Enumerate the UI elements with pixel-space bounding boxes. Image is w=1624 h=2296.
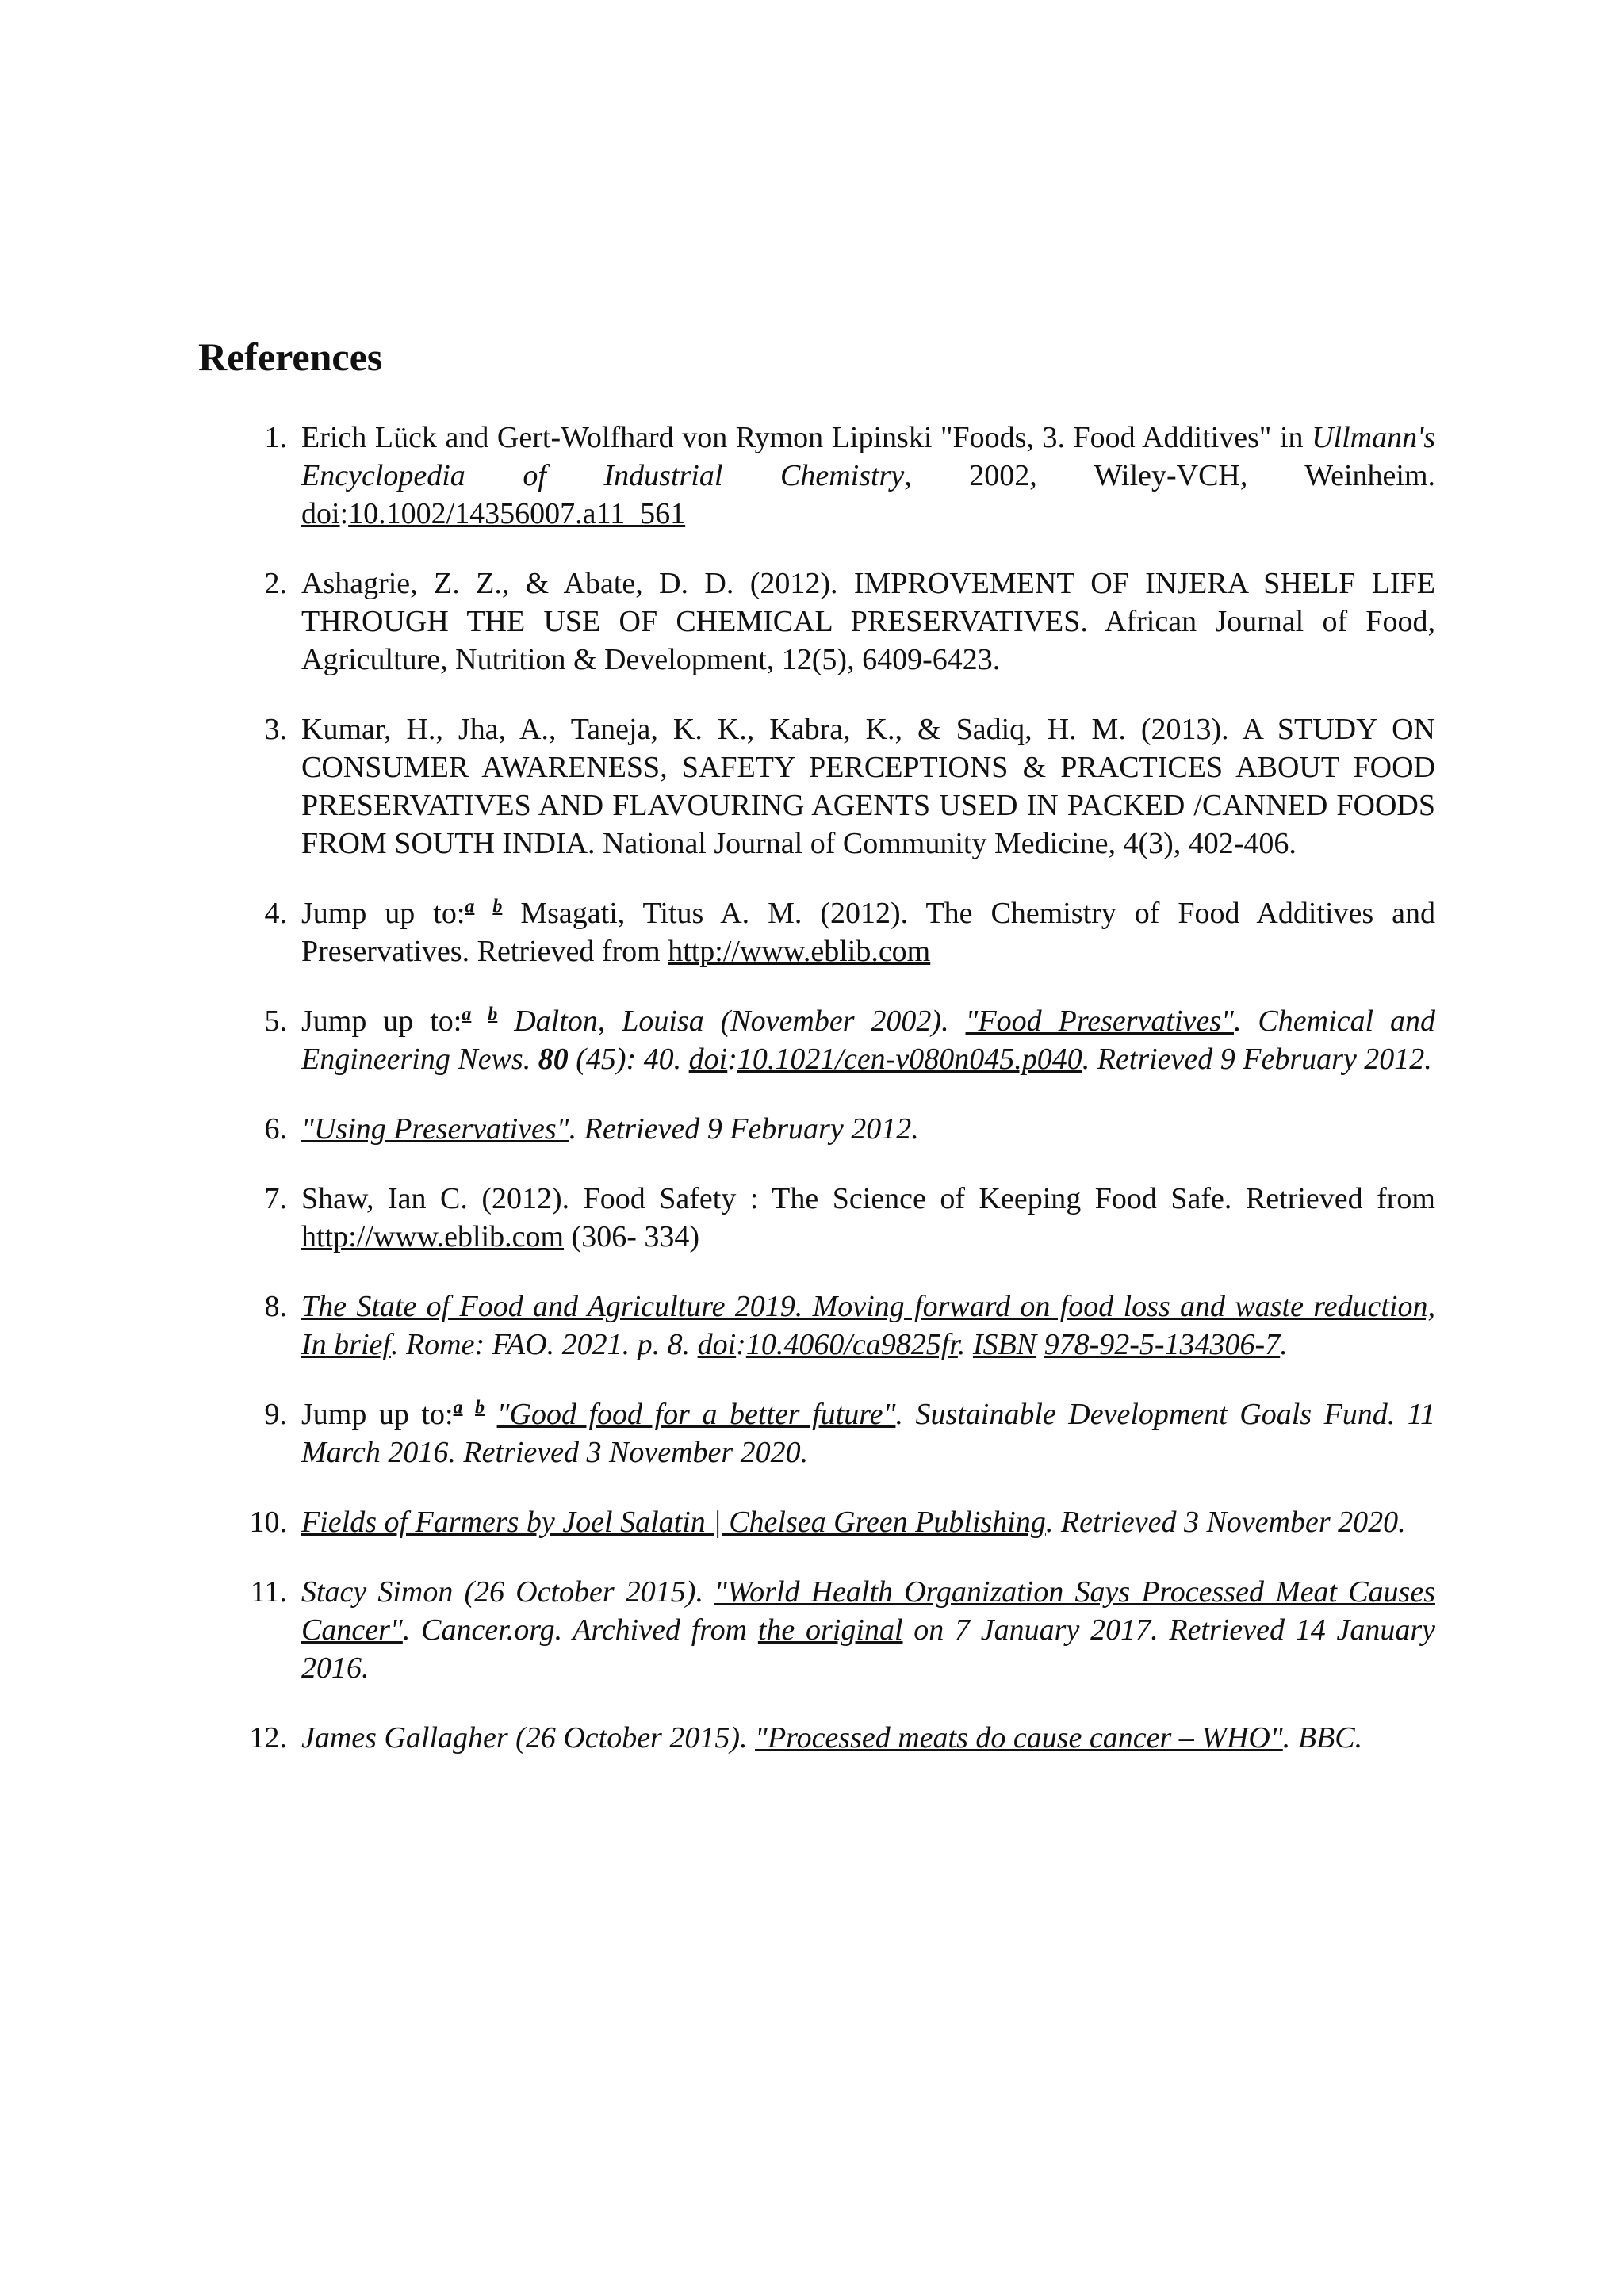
reference-number: 2.: [264, 567, 287, 600]
reference-text: Shaw, Ian C. (2012). Food Safety : The Science of Keeping Food Safe. Retrieved from: [301, 1182, 1435, 1215]
reference-number: 5.: [264, 1004, 287, 1038]
reference-item-12: [198, 1719, 1435, 1757]
reference-text: , 2002, Wiley-VCH, Weinheim.: [904, 459, 1435, 492]
reference-text: Erich Lück and Gert-Wolfhard von Rymon Lipinski "Foods, 3. Food Additives" in: [301, 421, 1312, 454]
reference-number: 4.: [264, 897, 287, 930]
reference-text: . BBC.: [1282, 1721, 1363, 1755]
doi-value-link[interactable]: 10.1002/14356007.a11_561: [348, 497, 686, 530]
reference-text: Dalton, Louisa (November 2002).: [497, 1004, 966, 1038]
backlink-b[interactable]: b: [492, 896, 503, 917]
article-link[interactable]: "World Health Organization Says Processed Meat Causes Cancer": [301, 1575, 1435, 1647]
doi-value-link[interactable]: 10.4060/ca9825fr: [745, 1328, 958, 1361]
isbn-value-link[interactable]: 978-92-5-134306-7: [1044, 1328, 1281, 1361]
reference-text: Stacy Simon (26 October 2015).: [301, 1575, 715, 1609]
reference-text: on 7 January 2017. Retrieved 14 January 2016.: [301, 1613, 1435, 1685]
reference-item-8: [198, 1288, 1435, 1364]
reference-number: 12.: [249, 1721, 287, 1755]
reference-number: 3.: [264, 713, 287, 746]
url-link[interactable]: http://www.eblib.com: [301, 1220, 565, 1253]
separator: :: [736, 1328, 746, 1361]
reference-text: Kumar, H., Jha, A., Taneja, K. K., Kabra, K., & Sadiq, H. M. (2013). A STUDY ON CONSUMER AWARENESS, SAFETY PERCEPTIONS & PRACTICES ABOUT FOOD PRESERVATIVES AND FLAVOURING AGENTS USED IN PACKED /CANNED FOODS FROM SOUTH INDIA. National Journal of Community Medicine, 4(3), 402-406.: [301, 713, 1435, 860]
reference-text: (306- 334): [564, 1220, 700, 1253]
reference-list: [198, 419, 1435, 1789]
reference-text: . Rome: FAO. 2021. p. 8.: [390, 1328, 698, 1361]
backlink-b[interactable]: b: [488, 1004, 498, 1025]
url-link[interactable]: http://www.eblib.com: [668, 935, 931, 968]
reference-text: . Sustainable Development Goals Fund. 11 March 2016. Retrieved 3 November 2020.: [301, 1398, 1436, 1469]
reference-text: James Gallagher (26 October 2015).: [301, 1721, 756, 1755]
reference-text: . Chemical and Engineering News.: [301, 1004, 1435, 1076]
reference-item-6: [198, 1110, 1435, 1148]
isbn-link[interactable]: ISBN: [972, 1328, 1037, 1361]
volume-number: 80: [538, 1043, 569, 1076]
reference-text: Msagati, Titus A. M. (2012). The Chemistry of Food Additives and Preservatives. Retrieved from: [301, 897, 1435, 968]
reference-text: . Retrieved 9 February 2012.: [1082, 1043, 1432, 1076]
original-link[interactable]: the original: [757, 1613, 903, 1647]
separator: [1036, 1328, 1044, 1361]
backlink-a[interactable]: a: [453, 1397, 463, 1418]
reference-text: . Cancer.org. Archived from: [402, 1613, 758, 1647]
doi-value-link[interactable]: 10.1021/cen-v080n045.p040: [737, 1043, 1082, 1076]
jump-up-label: Jump up to:: [301, 1398, 454, 1431]
reference-item-2: [198, 564, 1435, 679]
reference-item-3: [198, 710, 1435, 863]
reference-number: 8.: [264, 1290, 287, 1323]
reference-number: 9.: [264, 1398, 287, 1431]
article-link[interactable]: "Using Preservatives": [301, 1112, 569, 1146]
reference-item-9: [198, 1395, 1435, 1471]
reference-number: 1.: [264, 421, 287, 454]
separator: [485, 1398, 497, 1431]
backlink-a[interactable]: a: [462, 1004, 472, 1025]
separator: .: [957, 1328, 973, 1361]
reference-item-5: [198, 1002, 1435, 1078]
reference-item-1: [198, 419, 1435, 533]
reference-text: (45): 40.: [568, 1043, 689, 1076]
reference-text: Ashagrie, Z. Z., & Abate, D. D. (2012). IMPROVEMENT OF INJERA SHELF LIFE THROUGH THE USE OF CHEMICAL PRESERVATIVES. African Journal of Food, Agriculture, Nutrition & Development, 12(5), 6409-6423.: [301, 567, 1435, 676]
article-link[interactable]: "Processed meats do cause cancer – WHO": [755, 1721, 1283, 1755]
doi-link[interactable]: doi: [697, 1328, 737, 1361]
reference-number: 7.: [264, 1182, 287, 1215]
jump-up-label: Jump up to:: [301, 897, 465, 930]
doi-link[interactable]: doi: [688, 1043, 728, 1076]
reference-text: . Retrieved 9 February 2012.: [569, 1112, 919, 1146]
reference-item-4: [198, 894, 1435, 970]
separator: .: [1280, 1328, 1288, 1361]
reference-number: 6.: [264, 1112, 287, 1146]
reference-item-7: [198, 1180, 1435, 1256]
article-link[interactable]: The State of Food and Agriculture 2019. Moving forward on food loss and waste reduction, In brief: [301, 1290, 1435, 1361]
reference-source-title: Ullmann's Encyclopedia of Industrial Chemistry: [301, 421, 1435, 492]
reference-text: . Retrieved 3 November 2020.: [1045, 1506, 1406, 1539]
page-title: References: [198, 335, 383, 379]
backlink-a[interactable]: a: [465, 896, 475, 917]
reference-item-10: [198, 1503, 1435, 1541]
doi-link[interactable]: doi: [301, 497, 340, 530]
article-link[interactable]: Fields of Farmers by Joel Salatin | Chelsea Green Publishing: [301, 1506, 1046, 1539]
article-link[interactable]: "Food Preservatives": [965, 1004, 1234, 1038]
jump-up-label: Jump up to:: [301, 1004, 462, 1038]
separator: :: [727, 1043, 737, 1076]
reference-item-11: [198, 1573, 1435, 1687]
backlink-b[interactable]: b: [475, 1397, 485, 1418]
reference-number: 10.: [249, 1506, 287, 1539]
separator: :: [339, 497, 349, 530]
reference-number: 11.: [250, 1575, 287, 1609]
article-link[interactable]: "Good food for a better future": [496, 1398, 896, 1431]
